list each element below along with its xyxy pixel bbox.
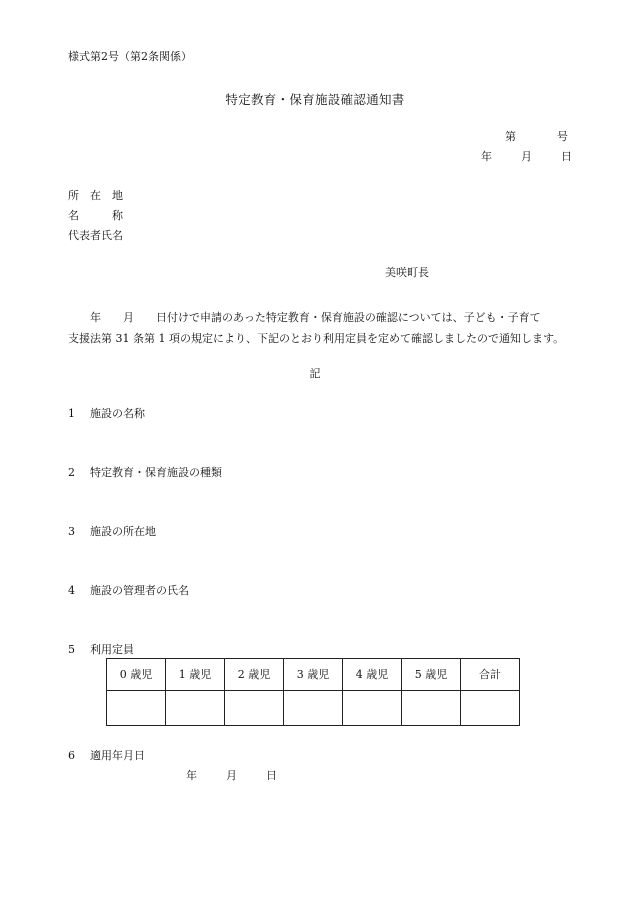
item-label: 特定教育・保育施設の種類 — [90, 466, 222, 479]
issue-date — [481, 151, 572, 162]
table-cell — [166, 691, 225, 726]
item-number: 1 — [68, 407, 75, 420]
table-header-cell: 1 歳児 — [166, 659, 225, 691]
table-cell — [461, 691, 520, 726]
ki-heading: 記 — [309, 367, 321, 380]
number-prefix: 第 — [505, 130, 516, 143]
item-label: 施設の名称 — [90, 407, 145, 420]
item-number: 3 — [68, 525, 75, 538]
effective-month: 月 — [226, 769, 237, 782]
item-label: 適用年月日 — [90, 749, 145, 762]
notice-body — [68, 307, 588, 349]
item-number: 6 — [68, 749, 75, 762]
effective-year: 年 — [186, 769, 197, 782]
item-effective-date — [68, 750, 145, 761]
document-number — [505, 131, 568, 142]
form-label: 様式第2号（第2条関係） — [68, 50, 192, 63]
item-number: 2 — [68, 466, 75, 479]
item-facility-type — [68, 467, 222, 478]
table-header-cell: 5 歳児 — [402, 659, 461, 691]
item-number: 4 — [68, 584, 75, 597]
table-header-cell: 2 歳児 — [225, 659, 284, 691]
table-header-cell: 3 歳児 — [284, 659, 343, 691]
item-label: 施設の所在地 — [90, 525, 156, 538]
item-capacity — [68, 644, 134, 655]
representative-label: 代表者氏名 — [68, 229, 123, 242]
table-header-cell: 0 歳児 — [107, 659, 166, 691]
table-cell — [402, 691, 461, 726]
item-facility-location — [68, 526, 156, 537]
table-cell — [107, 691, 166, 726]
effective-day: 日 — [266, 769, 277, 782]
effective-date — [186, 770, 277, 781]
item-facility-name — [68, 408, 145, 419]
issue-month: 月 — [521, 150, 532, 163]
item-label: 利用定員 — [90, 643, 134, 656]
item-manager-name — [68, 585, 189, 596]
document-title: 特定教育・保育施設確認通知書 — [225, 92, 405, 107]
body-line-2: 支援法第 31 条第 1 項の規定により、下記のとおり利用定員を定めて確認しましたので通知します。 — [68, 332, 565, 345]
table-header-cell: 合計 — [461, 659, 520, 691]
body-line-1: 年 月 日付けで申請のあった特定教育・保育施設の確認については、子ども・子育て — [90, 311, 541, 324]
table-cell — [225, 691, 284, 726]
table-row — [107, 691, 520, 726]
item-number: 5 — [68, 643, 75, 656]
name-label: 名 称 — [68, 209, 123, 222]
issue-day: 日 — [561, 150, 572, 163]
address-label: 所 在 地 — [68, 189, 123, 202]
table-cell — [343, 691, 402, 726]
capacity-table — [106, 658, 520, 726]
number-suffix: 号 — [557, 130, 568, 143]
issue-year: 年 — [481, 150, 492, 163]
item-label: 施設の管理者の氏名 — [90, 584, 189, 597]
table-cell — [284, 691, 343, 726]
table-header-cell: 4 歳児 — [343, 659, 402, 691]
issuer: 美咲町長 — [385, 266, 429, 279]
table-header-row — [107, 659, 520, 691]
